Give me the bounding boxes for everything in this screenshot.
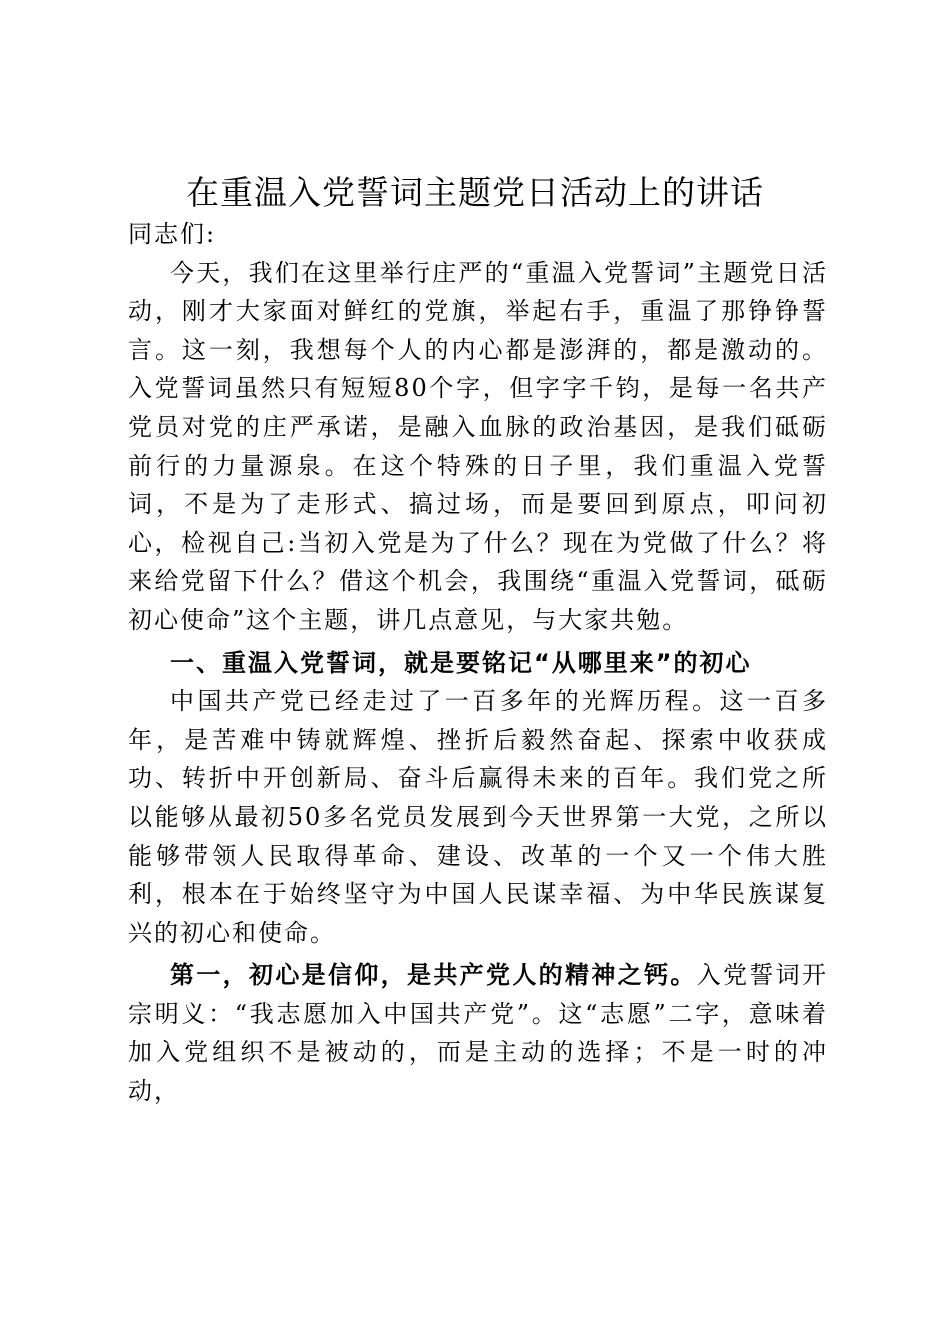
salutation: 同志们:: [128, 220, 217, 248]
intro-paragraph: 今天，我们在这里举行庄严的“重温入党誓词”主题党日活动，刚才大家面对鲜红的党旗，举起右手，重温了那铮铮誓言。这一刻，我想每个人的内心都是澎湃的，都是激动的。入党誓词虽然只有短短80个字，但字字千钧，是每一名共产党员对党的庄严承诺，是融入血脉的政治基因，是我们砥砺前行的力量源泉。在这个特殊的日子里，我们重温入党誓词，不是为了走形式、搞过场，而是要回到原点，叩问初心，检视自己:当初入党是为了什么？现在为党做了什么？将来给党留下什么？借这个机会，我围绕“重温入党誓词，砥砺初心使命”这个主题，讲几点意见，与大家共勉。: [128, 258, 828, 634]
point-1-lead: 第一，初心是信仰，是共产党人的精神之钙。: [170, 961, 697, 990]
point-1-paragraph: [128, 956, 828, 1110]
page-title: 在重温入党誓词主题党日活动上的讲话: [186, 173, 764, 212]
point-1-text: 入党誓词开宗明义：“我志愿加入中国共产党”。这“志愿”二字，意味着加入党组织不是被动的，而是主动的选择；不是一时的冲动，: [128, 961, 829, 1106]
section-heading-1: 一、重温入党誓词，就是要铭记“从哪里来”的初心: [170, 648, 752, 677]
document-body: [128, 215, 828, 1111]
section-1-paragraph: 中国共产党已经走过了一百多年的光辉历程。这一百多年，是苦难中铸就辉煌、挫折后毅然奋起、探索中收获成功、转折中开创新局、奋斗后赢得未来的百年。我们党之所以能够从最初50多名党员发展到今天世界第一大党，之所以能够带领人民取得革命、建设、改革的一个又一个伟大胜利，根本在于始终坚守为中国人民谋幸福、为中华民族谋复兴的初心和使命。: [128, 687, 828, 947]
